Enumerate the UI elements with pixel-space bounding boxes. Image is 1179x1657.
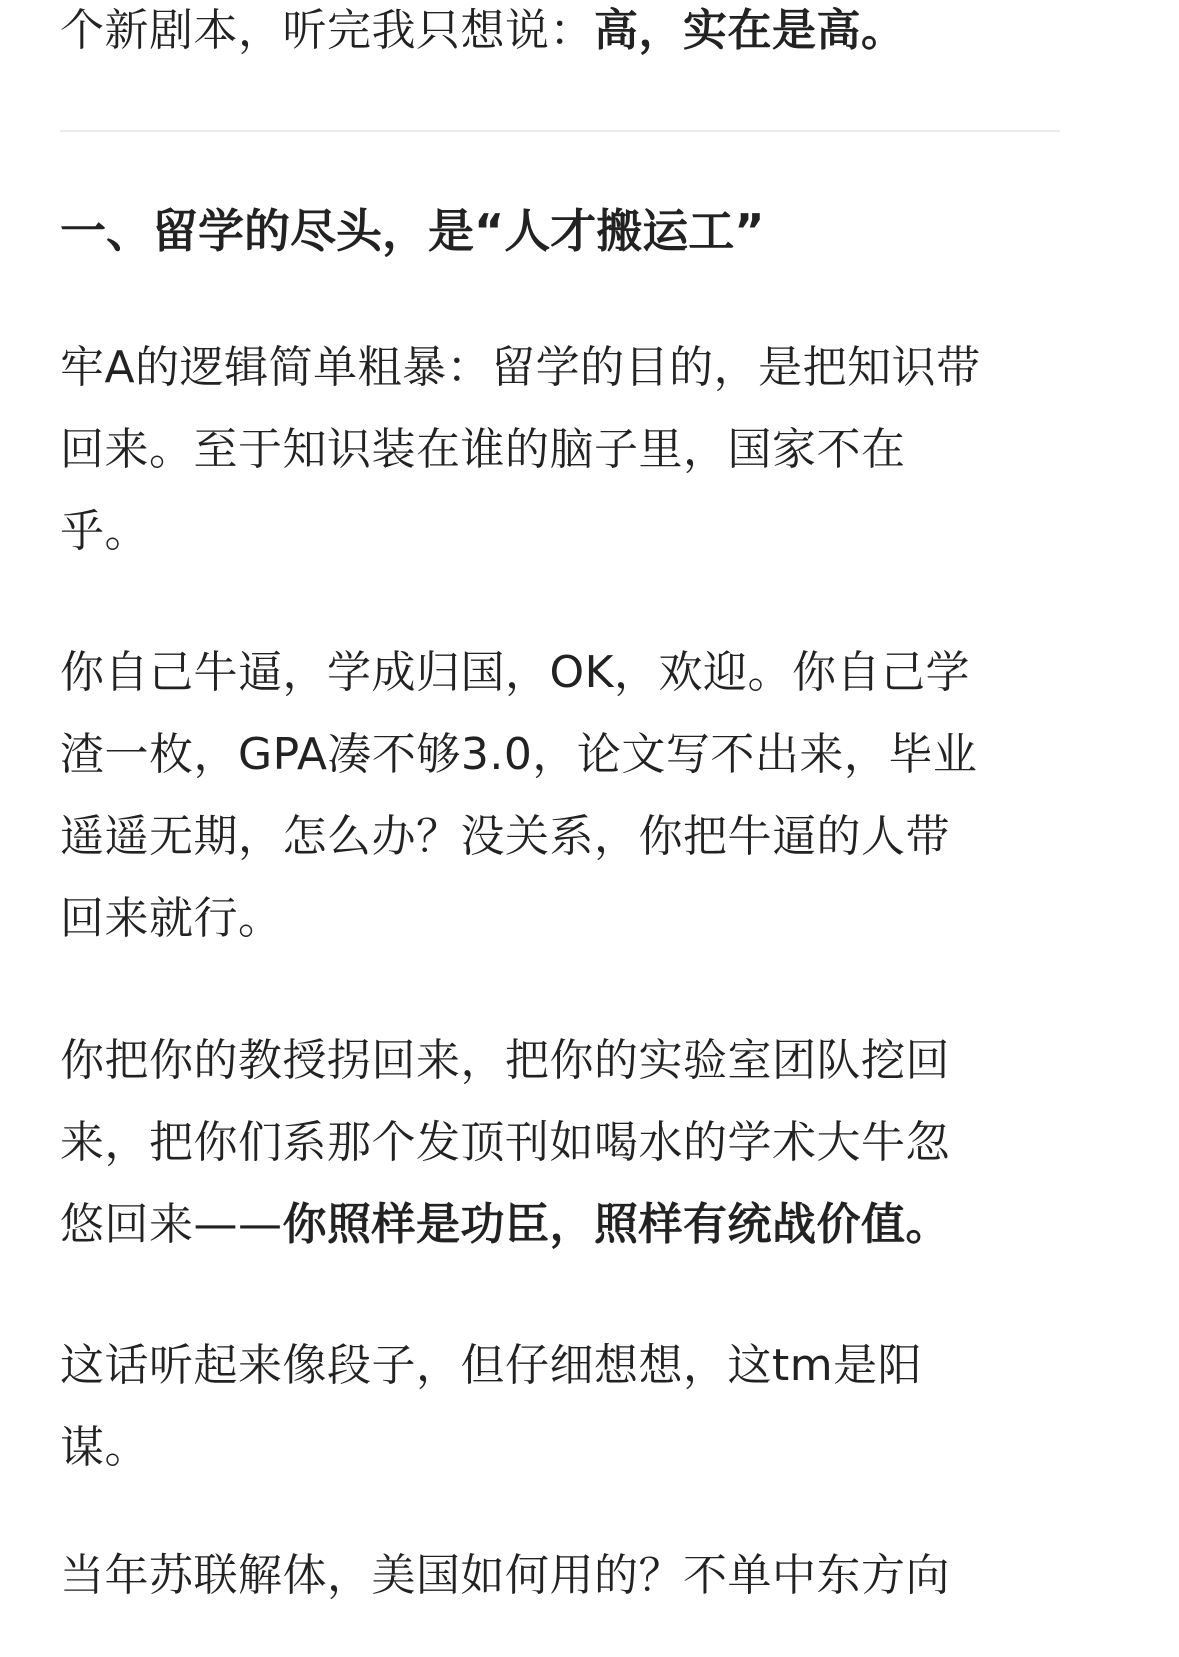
paragraph-plain-text: 悠回来—— xyxy=(60,1199,283,1250)
intro-paragraph xyxy=(60,0,1120,72)
intro-bold: 高，实在是高。 xyxy=(594,5,906,56)
paragraph-bold-text: 你照样是功臣，照样有统战价值。 xyxy=(282,1199,950,1250)
paragraph-1 xyxy=(60,327,1060,573)
paragraph-line: 来，把你们系那个发顶刊如喝水的学术大牛忽 xyxy=(60,1117,950,1168)
paragraph-line: 回来。至于知识装在谁的脑子里，国家不在 xyxy=(60,424,906,475)
paragraph-line: 遥遥无期，怎么办？没关系，你把牛逼的人带 xyxy=(60,811,950,862)
intro-text: 个新剧本，听完我只想说： xyxy=(60,5,594,56)
paragraph-line-last xyxy=(60,1184,1060,1266)
paragraph-4 xyxy=(60,1325,1060,1489)
paragraph-line: 牢A的逻辑简单粗暴：留学的目的，是把知识带 xyxy=(60,342,981,393)
paragraph-3 xyxy=(60,1020,1060,1266)
paragraph-line: 这话听起来像段子，但仔细想想，这tm是阳 xyxy=(60,1340,923,1391)
paragraph-line: 你自己牛逼，学成归国，OK，欢迎。你自己学 xyxy=(60,647,970,698)
section-divider xyxy=(60,130,1060,132)
paragraph-line: 当年苏联解体，美国如何用的？不单中东方向 xyxy=(60,1550,950,1601)
paragraph-line: 你把你的教授拐回来，把你的实验室团队挖回 xyxy=(60,1035,950,1086)
paragraph-line: 回来就行。 xyxy=(60,893,283,944)
paragraph-2 xyxy=(60,632,1060,960)
section-heading: 一、留学的尽头，是“人才搬运工” xyxy=(60,204,765,258)
paragraph-5 xyxy=(60,1535,1060,1617)
paragraph-line: 渣一枚，GPA凑不够3.0，论文写不出来，毕业 xyxy=(60,729,978,780)
paragraph-line: 乎。 xyxy=(60,506,149,557)
paragraph-line: 谋。 xyxy=(60,1422,149,1473)
